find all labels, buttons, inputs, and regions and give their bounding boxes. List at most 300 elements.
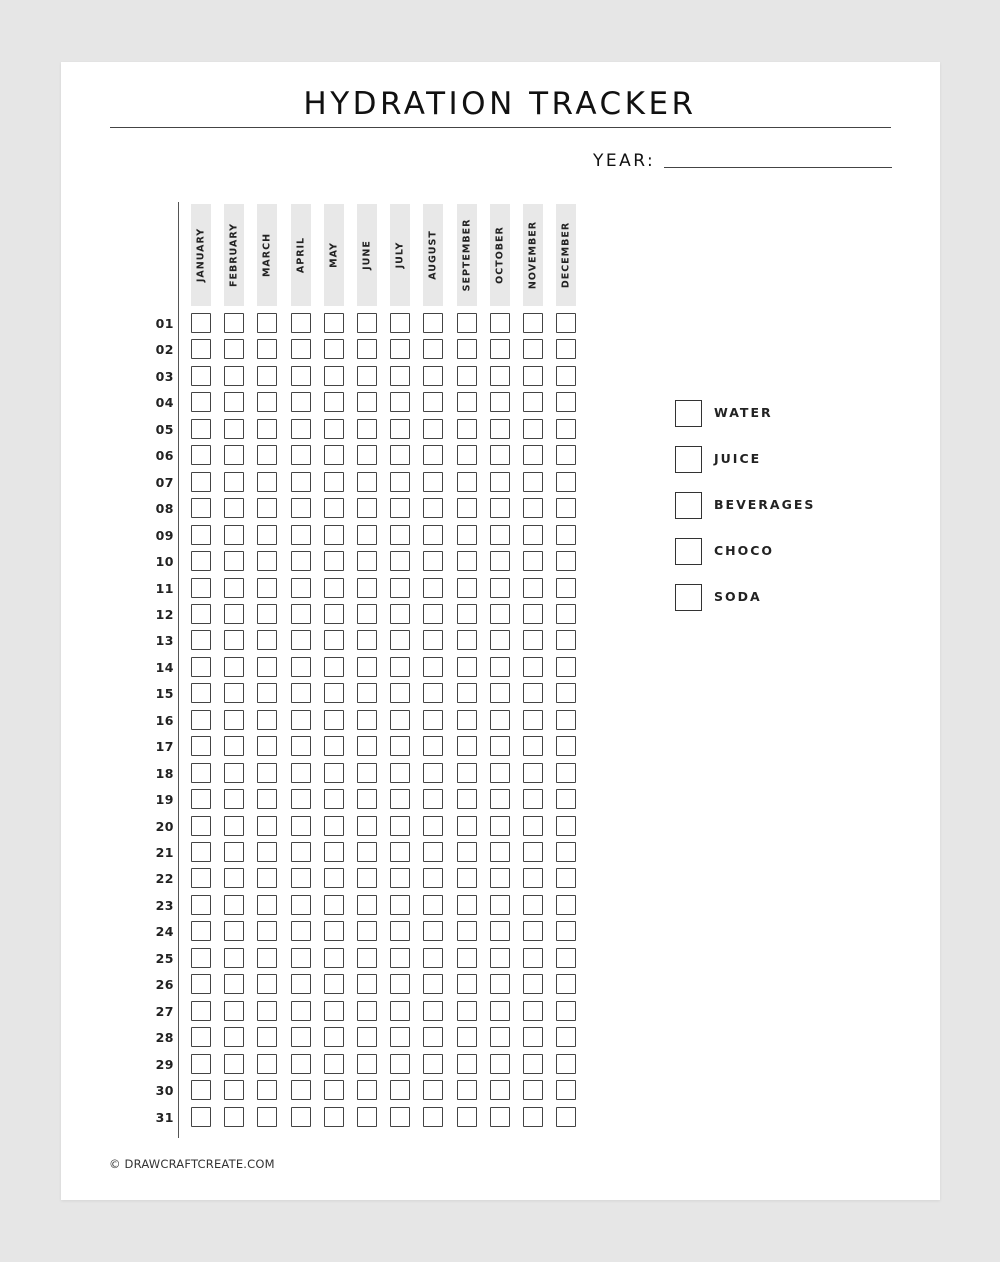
day-checkbox[interactable] (490, 445, 510, 465)
day-checkbox[interactable] (224, 472, 244, 492)
day-checkbox[interactable] (324, 1027, 344, 1047)
day-checkbox[interactable] (191, 630, 211, 650)
day-checkbox[interactable] (191, 339, 211, 359)
day-checkbox[interactable] (523, 1001, 543, 1021)
day-checkbox[interactable] (523, 948, 543, 968)
day-checkbox[interactable] (390, 419, 410, 439)
day-checkbox[interactable] (357, 339, 377, 359)
day-checkbox[interactable] (556, 1080, 576, 1100)
day-checkbox[interactable] (423, 710, 443, 730)
day-checkbox[interactable] (423, 974, 443, 994)
day-checkbox[interactable] (390, 657, 410, 677)
day-checkbox[interactable] (423, 816, 443, 836)
day-checkbox[interactable] (423, 683, 443, 703)
day-checkbox[interactable] (324, 868, 344, 888)
day-checkbox[interactable] (423, 498, 443, 518)
day-checkbox[interactable] (357, 921, 377, 941)
day-checkbox[interactable] (523, 974, 543, 994)
day-checkbox[interactable] (523, 895, 543, 915)
day-checkbox[interactable] (191, 948, 211, 968)
day-checkbox[interactable] (357, 842, 377, 862)
day-checkbox[interactable] (224, 657, 244, 677)
day-checkbox[interactable] (490, 948, 510, 968)
day-checkbox[interactable] (324, 1001, 344, 1021)
day-checkbox[interactable] (357, 868, 377, 888)
day-checkbox[interactable] (490, 710, 510, 730)
day-checkbox[interactable] (324, 472, 344, 492)
day-checkbox[interactable] (556, 419, 576, 439)
day-checkbox[interactable] (423, 419, 443, 439)
day-checkbox[interactable] (457, 974, 477, 994)
day-checkbox[interactable] (224, 578, 244, 598)
day-checkbox[interactable] (556, 683, 576, 703)
day-checkbox[interactable] (191, 763, 211, 783)
day-checkbox[interactable] (523, 1054, 543, 1074)
day-checkbox[interactable] (357, 313, 377, 333)
day-checkbox[interactable] (257, 630, 277, 650)
day-checkbox[interactable] (457, 419, 477, 439)
day-checkbox[interactable] (523, 816, 543, 836)
day-checkbox[interactable] (291, 974, 311, 994)
day-checkbox[interactable] (257, 604, 277, 624)
day-checkbox[interactable] (523, 445, 543, 465)
day-checkbox[interactable] (390, 1107, 410, 1127)
day-checkbox[interactable] (291, 895, 311, 915)
day-checkbox[interactable] (457, 657, 477, 677)
day-checkbox[interactable] (390, 1054, 410, 1074)
day-checkbox[interactable] (324, 366, 344, 386)
day-checkbox[interactable] (191, 895, 211, 915)
day-checkbox[interactable] (556, 710, 576, 730)
day-checkbox[interactable] (457, 736, 477, 756)
day-checkbox[interactable] (324, 630, 344, 650)
day-checkbox[interactable] (523, 789, 543, 809)
day-checkbox[interactable] (523, 868, 543, 888)
day-checkbox[interactable] (191, 1107, 211, 1127)
day-checkbox[interactable] (257, 736, 277, 756)
day-checkbox[interactable] (490, 1054, 510, 1074)
day-checkbox[interactable] (357, 1001, 377, 1021)
day-checkbox[interactable] (191, 921, 211, 941)
day-checkbox[interactable] (191, 392, 211, 412)
day-checkbox[interactable] (191, 683, 211, 703)
day-checkbox[interactable] (556, 789, 576, 809)
day-checkbox[interactable] (224, 1054, 244, 1074)
day-checkbox[interactable] (257, 948, 277, 968)
day-checkbox[interactable] (423, 445, 443, 465)
day-checkbox[interactable] (224, 604, 244, 624)
day-checkbox[interactable] (224, 551, 244, 571)
day-checkbox[interactable] (324, 816, 344, 836)
day-checkbox[interactable] (556, 948, 576, 968)
day-checkbox[interactable] (390, 604, 410, 624)
day-checkbox[interactable] (291, 313, 311, 333)
day-checkbox[interactable] (390, 789, 410, 809)
day-checkbox[interactable] (324, 948, 344, 968)
day-checkbox[interactable] (556, 1027, 576, 1047)
day-checkbox[interactable] (224, 974, 244, 994)
day-checkbox[interactable] (257, 445, 277, 465)
day-checkbox[interactable] (324, 789, 344, 809)
day-checkbox[interactable] (523, 1080, 543, 1100)
day-checkbox[interactable] (490, 1001, 510, 1021)
day-checkbox[interactable] (490, 657, 510, 677)
day-checkbox[interactable] (224, 1027, 244, 1047)
day-checkbox[interactable] (390, 525, 410, 545)
day-checkbox[interactable] (490, 921, 510, 941)
day-checkbox[interactable] (457, 551, 477, 571)
day-checkbox[interactable] (257, 419, 277, 439)
day-checkbox[interactable] (390, 683, 410, 703)
day-checkbox[interactable] (556, 498, 576, 518)
day-checkbox[interactable] (423, 1080, 443, 1100)
day-checkbox[interactable] (556, 313, 576, 333)
day-checkbox[interactable] (324, 683, 344, 703)
day-checkbox[interactable] (324, 736, 344, 756)
day-checkbox[interactable] (257, 710, 277, 730)
day-checkbox[interactable] (390, 921, 410, 941)
day-checkbox[interactable] (556, 895, 576, 915)
day-checkbox[interactable] (291, 1107, 311, 1127)
day-checkbox[interactable] (490, 578, 510, 598)
day-checkbox[interactable] (423, 842, 443, 862)
day-checkbox[interactable] (390, 578, 410, 598)
day-checkbox[interactable] (224, 498, 244, 518)
day-checkbox[interactable] (257, 763, 277, 783)
day-checkbox[interactable] (457, 816, 477, 836)
day-checkbox[interactable] (457, 630, 477, 650)
day-checkbox[interactable] (556, 736, 576, 756)
day-checkbox[interactable] (423, 551, 443, 571)
day-checkbox[interactable] (523, 498, 543, 518)
day-checkbox[interactable] (291, 868, 311, 888)
day-checkbox[interactable] (357, 1107, 377, 1127)
day-checkbox[interactable] (357, 419, 377, 439)
day-checkbox[interactable] (390, 842, 410, 862)
day-checkbox[interactable] (423, 1054, 443, 1074)
day-checkbox[interactable] (457, 472, 477, 492)
day-checkbox[interactable] (291, 1027, 311, 1047)
day-checkbox[interactable] (390, 1001, 410, 1021)
day-checkbox[interactable] (257, 816, 277, 836)
day-checkbox[interactable] (523, 313, 543, 333)
day-checkbox[interactable] (490, 763, 510, 783)
day-checkbox[interactable] (490, 1107, 510, 1127)
day-checkbox[interactable] (257, 1001, 277, 1021)
day-checkbox[interactable] (357, 657, 377, 677)
day-checkbox[interactable] (490, 895, 510, 915)
day-checkbox[interactable] (324, 1107, 344, 1127)
day-checkbox[interactable] (291, 472, 311, 492)
day-checkbox[interactable] (523, 578, 543, 598)
day-checkbox[interactable] (257, 313, 277, 333)
day-checkbox[interactable] (291, 604, 311, 624)
day-checkbox[interactable] (523, 1027, 543, 1047)
day-checkbox[interactable] (224, 736, 244, 756)
day-checkbox[interactable] (490, 868, 510, 888)
day-checkbox[interactable] (324, 419, 344, 439)
day-checkbox[interactable] (423, 868, 443, 888)
day-checkbox[interactable] (423, 895, 443, 915)
legend-checkbox-beverages[interactable] (675, 492, 702, 519)
day-checkbox[interactable] (291, 1054, 311, 1074)
day-checkbox[interactable] (423, 392, 443, 412)
day-checkbox[interactable] (357, 789, 377, 809)
day-checkbox[interactable] (324, 445, 344, 465)
day-checkbox[interactable] (556, 816, 576, 836)
day-checkbox[interactable] (224, 419, 244, 439)
day-checkbox[interactable] (490, 1080, 510, 1100)
day-checkbox[interactable] (357, 604, 377, 624)
day-checkbox[interactable] (291, 525, 311, 545)
day-checkbox[interactable] (291, 1080, 311, 1100)
day-checkbox[interactable] (224, 525, 244, 545)
day-checkbox[interactable] (357, 763, 377, 783)
day-checkbox[interactable] (523, 657, 543, 677)
day-checkbox[interactable] (523, 683, 543, 703)
day-checkbox[interactable] (257, 683, 277, 703)
day-checkbox[interactable] (191, 604, 211, 624)
day-checkbox[interactable] (257, 895, 277, 915)
day-checkbox[interactable] (357, 1054, 377, 1074)
day-checkbox[interactable] (457, 498, 477, 518)
day-checkbox[interactable] (291, 657, 311, 677)
day-checkbox[interactable] (490, 736, 510, 756)
day-checkbox[interactable] (556, 842, 576, 862)
day-checkbox[interactable] (291, 339, 311, 359)
day-checkbox[interactable] (224, 445, 244, 465)
day-checkbox[interactable] (191, 1027, 211, 1047)
day-checkbox[interactable] (490, 1027, 510, 1047)
day-checkbox[interactable] (423, 736, 443, 756)
day-checkbox[interactable] (224, 339, 244, 359)
day-checkbox[interactable] (457, 948, 477, 968)
day-checkbox[interactable] (457, 445, 477, 465)
day-checkbox[interactable] (291, 392, 311, 412)
day-checkbox[interactable] (423, 763, 443, 783)
day-checkbox[interactable] (523, 419, 543, 439)
day-checkbox[interactable] (490, 472, 510, 492)
legend-checkbox-soda[interactable] (675, 584, 702, 611)
day-checkbox[interactable] (556, 763, 576, 783)
day-checkbox[interactable] (523, 921, 543, 941)
day-checkbox[interactable] (324, 339, 344, 359)
day-checkbox[interactable] (490, 604, 510, 624)
day-checkbox[interactable] (390, 498, 410, 518)
day-checkbox[interactable] (556, 1054, 576, 1074)
day-checkbox[interactable] (490, 683, 510, 703)
day-checkbox[interactable] (324, 1054, 344, 1074)
day-checkbox[interactable] (457, 868, 477, 888)
day-checkbox[interactable] (224, 921, 244, 941)
day-checkbox[interactable] (324, 578, 344, 598)
day-checkbox[interactable] (357, 736, 377, 756)
day-checkbox[interactable] (523, 392, 543, 412)
day-checkbox[interactable] (191, 816, 211, 836)
day-checkbox[interactable] (224, 842, 244, 862)
day-checkbox[interactable] (490, 419, 510, 439)
day-checkbox[interactable] (191, 472, 211, 492)
day-checkbox[interactable] (556, 578, 576, 598)
day-checkbox[interactable] (357, 392, 377, 412)
day-checkbox[interactable] (457, 1080, 477, 1100)
day-checkbox[interactable] (390, 630, 410, 650)
day-checkbox[interactable] (556, 974, 576, 994)
day-checkbox[interactable] (324, 895, 344, 915)
day-checkbox[interactable] (291, 578, 311, 598)
day-checkbox[interactable] (257, 842, 277, 862)
day-checkbox[interactable] (191, 1001, 211, 1021)
day-checkbox[interactable] (556, 392, 576, 412)
day-checkbox[interactable] (423, 630, 443, 650)
day-checkbox[interactable] (357, 498, 377, 518)
day-checkbox[interactable] (423, 366, 443, 386)
day-checkbox[interactable] (490, 842, 510, 862)
day-checkbox[interactable] (457, 1027, 477, 1047)
day-checkbox[interactable] (257, 1027, 277, 1047)
day-checkbox[interactable] (257, 921, 277, 941)
day-checkbox[interactable] (457, 339, 477, 359)
day-checkbox[interactable] (457, 921, 477, 941)
day-checkbox[interactable] (324, 657, 344, 677)
day-checkbox[interactable] (423, 1001, 443, 1021)
day-checkbox[interactable] (357, 948, 377, 968)
day-checkbox[interactable] (490, 525, 510, 545)
day-checkbox[interactable] (291, 419, 311, 439)
day-checkbox[interactable] (291, 789, 311, 809)
day-checkbox[interactable] (390, 948, 410, 968)
day-checkbox[interactable] (490, 789, 510, 809)
day-checkbox[interactable] (224, 789, 244, 809)
day-checkbox[interactable] (191, 366, 211, 386)
day-checkbox[interactable] (523, 842, 543, 862)
day-checkbox[interactable] (523, 525, 543, 545)
day-checkbox[interactable] (423, 948, 443, 968)
day-checkbox[interactable] (556, 551, 576, 571)
day-checkbox[interactable] (191, 842, 211, 862)
day-checkbox[interactable] (457, 683, 477, 703)
day-checkbox[interactable] (291, 710, 311, 730)
day-checkbox[interactable] (423, 921, 443, 941)
day-checkbox[interactable] (390, 974, 410, 994)
day-checkbox[interactable] (457, 1054, 477, 1074)
day-checkbox[interactable] (191, 1080, 211, 1100)
day-checkbox[interactable] (390, 895, 410, 915)
day-checkbox[interactable] (523, 763, 543, 783)
day-checkbox[interactable] (556, 604, 576, 624)
day-checkbox[interactable] (490, 366, 510, 386)
day-checkbox[interactable] (191, 578, 211, 598)
legend-checkbox-water[interactable] (675, 400, 702, 427)
day-checkbox[interactable] (224, 710, 244, 730)
day-checkbox[interactable] (523, 551, 543, 571)
day-checkbox[interactable] (357, 816, 377, 836)
day-checkbox[interactable] (257, 868, 277, 888)
day-checkbox[interactable] (556, 630, 576, 650)
day-checkbox[interactable] (257, 472, 277, 492)
day-checkbox[interactable] (423, 578, 443, 598)
day-checkbox[interactable] (390, 313, 410, 333)
day-checkbox[interactable] (490, 339, 510, 359)
day-checkbox[interactable] (324, 392, 344, 412)
day-checkbox[interactable] (291, 445, 311, 465)
day-checkbox[interactable] (191, 974, 211, 994)
day-checkbox[interactable] (224, 683, 244, 703)
day-checkbox[interactable] (457, 895, 477, 915)
day-checkbox[interactable] (324, 842, 344, 862)
day-checkbox[interactable] (357, 366, 377, 386)
day-checkbox[interactable] (556, 445, 576, 465)
day-checkbox[interactable] (324, 525, 344, 545)
day-checkbox[interactable] (257, 339, 277, 359)
day-checkbox[interactable] (556, 657, 576, 677)
day-checkbox[interactable] (457, 842, 477, 862)
day-checkbox[interactable] (191, 498, 211, 518)
day-checkbox[interactable] (390, 816, 410, 836)
day-checkbox[interactable] (357, 683, 377, 703)
day-checkbox[interactable] (457, 710, 477, 730)
day-checkbox[interactable] (423, 1107, 443, 1127)
day-checkbox[interactable] (357, 578, 377, 598)
day-checkbox[interactable] (224, 313, 244, 333)
day-checkbox[interactable] (490, 498, 510, 518)
day-checkbox[interactable] (257, 366, 277, 386)
day-checkbox[interactable] (324, 1080, 344, 1100)
year-input-line[interactable] (664, 167, 892, 168)
day-checkbox[interactable] (291, 551, 311, 571)
day-checkbox[interactable] (257, 1080, 277, 1100)
day-checkbox[interactable] (324, 604, 344, 624)
day-checkbox[interactable] (423, 657, 443, 677)
day-checkbox[interactable] (191, 710, 211, 730)
day-checkbox[interactable] (457, 313, 477, 333)
day-checkbox[interactable] (291, 921, 311, 941)
day-checkbox[interactable] (390, 763, 410, 783)
day-checkbox[interactable] (390, 445, 410, 465)
day-checkbox[interactable] (257, 498, 277, 518)
day-checkbox[interactable] (390, 868, 410, 888)
day-checkbox[interactable] (457, 1107, 477, 1127)
day-checkbox[interactable] (490, 630, 510, 650)
day-checkbox[interactable] (257, 657, 277, 677)
day-checkbox[interactable] (523, 736, 543, 756)
legend-checkbox-choco[interactable] (675, 538, 702, 565)
day-checkbox[interactable] (324, 921, 344, 941)
day-checkbox[interactable] (324, 498, 344, 518)
day-checkbox[interactable] (457, 604, 477, 624)
day-checkbox[interactable] (523, 710, 543, 730)
day-checkbox[interactable] (291, 366, 311, 386)
day-checkbox[interactable] (257, 974, 277, 994)
day-checkbox[interactable] (556, 1107, 576, 1127)
day-checkbox[interactable] (390, 551, 410, 571)
day-checkbox[interactable] (224, 630, 244, 650)
day-checkbox[interactable] (390, 1080, 410, 1100)
day-checkbox[interactable] (523, 339, 543, 359)
day-checkbox[interactable] (357, 630, 377, 650)
day-checkbox[interactable] (191, 789, 211, 809)
day-checkbox[interactable] (257, 1107, 277, 1127)
day-checkbox[interactable] (224, 366, 244, 386)
day-checkbox[interactable] (556, 472, 576, 492)
day-checkbox[interactable] (291, 842, 311, 862)
day-checkbox[interactable] (357, 895, 377, 915)
day-checkbox[interactable] (291, 1001, 311, 1021)
day-checkbox[interactable] (423, 339, 443, 359)
day-checkbox[interactable] (324, 763, 344, 783)
day-checkbox[interactable] (523, 604, 543, 624)
day-checkbox[interactable] (457, 578, 477, 598)
